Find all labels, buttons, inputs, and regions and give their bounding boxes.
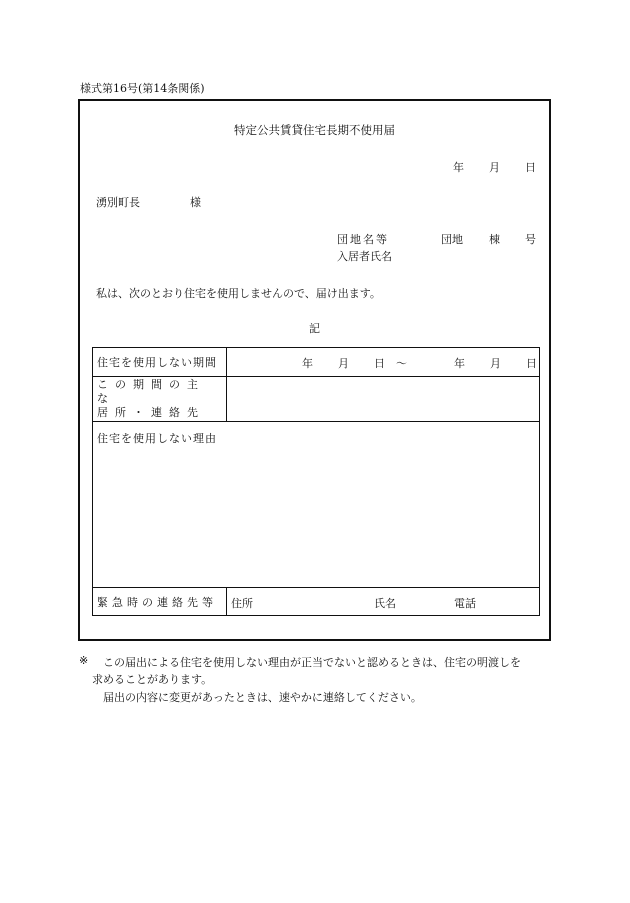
ki-label: 記 <box>309 322 320 335</box>
resident-name-label: 入居者氏名 <box>337 250 392 263</box>
note-line-3: 届出の内容に変更があったときは、速やかに連絡してください。 <box>103 691 422 704</box>
number-suffix: 号 <box>525 233 536 246</box>
residence-label-line2: 居所・連絡先 <box>97 406 205 419</box>
period-day-1: 日 <box>374 357 385 370</box>
statement-text: 私は、次のとおり住宅を使用しませんので、届け出ます。 <box>96 287 381 300</box>
emergency-value <box>227 588 540 616</box>
residence-label-line1: この期間の主な <box>97 378 205 405</box>
emergency-label: 緊急時の連絡先等 <box>93 588 227 616</box>
period-day-2: 日 <box>526 357 537 370</box>
period-tilde: ～ <box>396 357 407 370</box>
complex-name-label: 団地名等 <box>337 233 389 246</box>
period-value <box>227 348 540 377</box>
complex-suffix: 団地 <box>441 233 463 246</box>
note-line-1: この届出による住宅を使用しない理由が正当でないと認めるときは、住宅の明渡しを <box>103 656 521 669</box>
contact-name-label: 氏名 <box>374 596 396 610</box>
detail-table <box>92 347 540 616</box>
date-year: 年 <box>453 161 464 174</box>
reason-cell <box>93 422 540 588</box>
residence-value <box>227 377 540 422</box>
emergency-row <box>93 588 540 616</box>
reason-row <box>93 422 540 588</box>
address-label: 住所 <box>231 596 253 610</box>
form-number-label: 様式第16号(第14条関係) <box>80 82 205 95</box>
residence-row <box>93 377 540 422</box>
addressee-honorific: 様 <box>190 196 201 209</box>
residence-label <box>93 377 227 422</box>
addressee-name: 湧別町長 <box>96 196 140 209</box>
date-month: 月 <box>489 161 500 174</box>
reason-label: 住宅を使用しない理由 <box>97 432 217 445</box>
period-row <box>93 348 540 377</box>
note-line-2: 求めることがあります。 <box>92 673 213 686</box>
period-year-1: 年 <box>302 357 313 370</box>
building-suffix: 棟 <box>489 233 500 246</box>
phone-label: 電話 <box>454 596 476 610</box>
date-day: 日 <box>525 161 536 174</box>
note-mark: ※ <box>79 654 89 667</box>
period-year-2: 年 <box>454 357 465 370</box>
period-month-1: 月 <box>338 357 349 370</box>
period-label: 住宅を使用しない期間 <box>93 348 227 377</box>
period-month-2: 月 <box>490 357 501 370</box>
form-title: 特定公共賃貸住宅長期不使用届 <box>234 123 395 137</box>
